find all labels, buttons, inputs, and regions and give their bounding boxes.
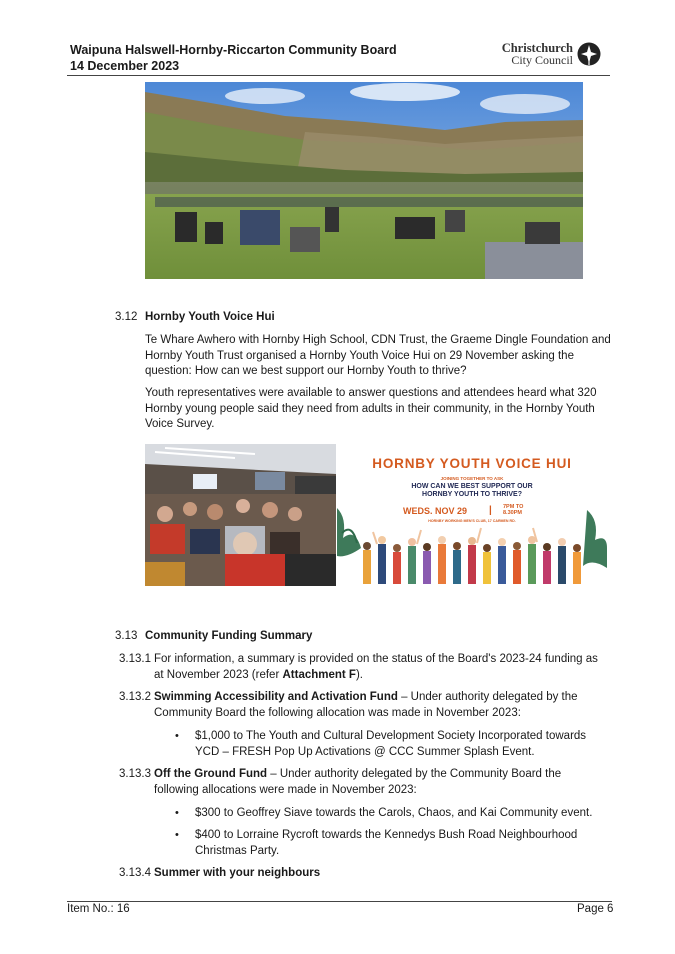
- bullet-line: $1,000 to The Youth and Cultural Development Society Incorporated towards: [195, 730, 587, 742]
- council-emblem-icon: [577, 42, 601, 66]
- bullet-item: [195, 729, 615, 760]
- bullet-line: YCD – FRESH Pop Up Activations @ CCC Summer Splash Event.: [195, 745, 535, 758]
- logo-line-2: City Council: [511, 53, 573, 67]
- fund-name: Swimming Accessibility and Activation Fund: [154, 691, 398, 703]
- section-number: 3.13: [115, 630, 138, 642]
- subsection-heading: Summer with your neighbours: [154, 867, 321, 879]
- logo-line-1: Christchurch: [501, 41, 573, 55]
- poster-title: HORNBY YOUTH VOICE HUI: [372, 456, 572, 471]
- bullet-line: $400 to Lorraine Rycroft towards the Kennedys Bush Road Neighbourhood: [195, 829, 578, 841]
- item-number: Item No.: 16: [67, 903, 130, 915]
- text-run: at November 2023 (refer: [154, 668, 283, 681]
- subsection-text-line: [154, 767, 614, 783]
- poster-question-line-1: HOW CAN WE BEST SUPPORT OUR: [411, 483, 533, 490]
- text-run: – Under authority delegated by the: [397, 691, 578, 703]
- poster-illustration: [337, 448, 607, 584]
- footer-rule: [67, 901, 612, 902]
- bullet-item: [195, 806, 615, 822]
- outdoor-crowd-photo: [145, 82, 583, 279]
- poster-subtitle-small: JOINING TOGETHER TO ASK: [440, 476, 504, 481]
- paragraph: Youth representatives were available to answer questions and attendees heard what 320 Hornby young people said they need from adults in their community, in the Hornby Youth Voice Survey.: [145, 387, 597, 430]
- council-logo: [497, 42, 609, 68]
- poster-separator: |: [489, 505, 492, 516]
- attachment-reference: Attachment F: [282, 668, 356, 681]
- bullet-item: [195, 828, 615, 859]
- section-heading: Hornby Youth Voice Hui: [145, 311, 275, 323]
- section-number: 3.12: [115, 311, 138, 323]
- section-heading: Community Funding Summary: [145, 630, 313, 642]
- subsection-text-line: following allocations were made in November 2023:: [154, 783, 417, 796]
- bullet-icon: •: [175, 829, 179, 841]
- subsection-number: 3.13.1: [119, 653, 151, 665]
- subsection-number: 3.13.2: [119, 691, 151, 703]
- paragraph: Te Whare Awhero with Hornby High School, CDN Trust, the Graeme Dingle Foundation and Hornby Youth Trust organised a Hornby Youth Voice Hui on 29 November asking the question: How can we best support our Hornby Youth to thrive?: [145, 334, 611, 377]
- subsection-text-line: [154, 690, 614, 706]
- document-header: [70, 42, 397, 74]
- subsection-text: [154, 690, 614, 721]
- poster-question-line-2: HORNBY YOUTH TO THRIVE?: [422, 491, 522, 498]
- bullet-icon: •: [175, 730, 179, 742]
- subsection-text-line: For information, a summary is provided on the status of the Board's 2023-24 funding as: [154, 653, 598, 665]
- poster-time-end: 8.30PM: [503, 510, 522, 516]
- poster-venue: HORNBY WORKING MEN'S CLUB, 17 CARMEN RD.: [428, 519, 516, 523]
- header-rule: [67, 75, 610, 76]
- board-name: Waipuna Halswell-Hornby-Riccarton Community Board: [70, 43, 397, 57]
- page-number: Page 6: [577, 903, 614, 915]
- subsection-text: [154, 652, 614, 683]
- fund-name: Off the Ground Fund: [154, 768, 268, 780]
- subsection-text-line: Community Board the following allocation was made in November 2023:: [154, 706, 521, 719]
- subsection-number: 3.13.3: [119, 768, 151, 780]
- text-run: ).: [355, 668, 363, 681]
- poster-date: WEDS. NOV 29: [403, 506, 468, 516]
- subsection-text: [154, 767, 614, 798]
- bullet-icon: •: [175, 807, 179, 819]
- meeting-date: 14 December 2023: [70, 59, 180, 73]
- subsection-text-line: [154, 668, 614, 684]
- bullet-line: $300 to Geoffrey Siave towards the Carols, Chaos, and Kai Community event.: [195, 807, 593, 819]
- event-poster: [337, 448, 607, 584]
- poster-time-start: 7PM TO: [503, 504, 524, 510]
- bullet-line: Christmas Party.: [195, 844, 280, 857]
- indoor-audience-photo: [145, 444, 336, 586]
- text-run: – Under authority delegated by the Community Board the: [267, 768, 562, 780]
- subsection-number: 3.13.4: [119, 867, 151, 879]
